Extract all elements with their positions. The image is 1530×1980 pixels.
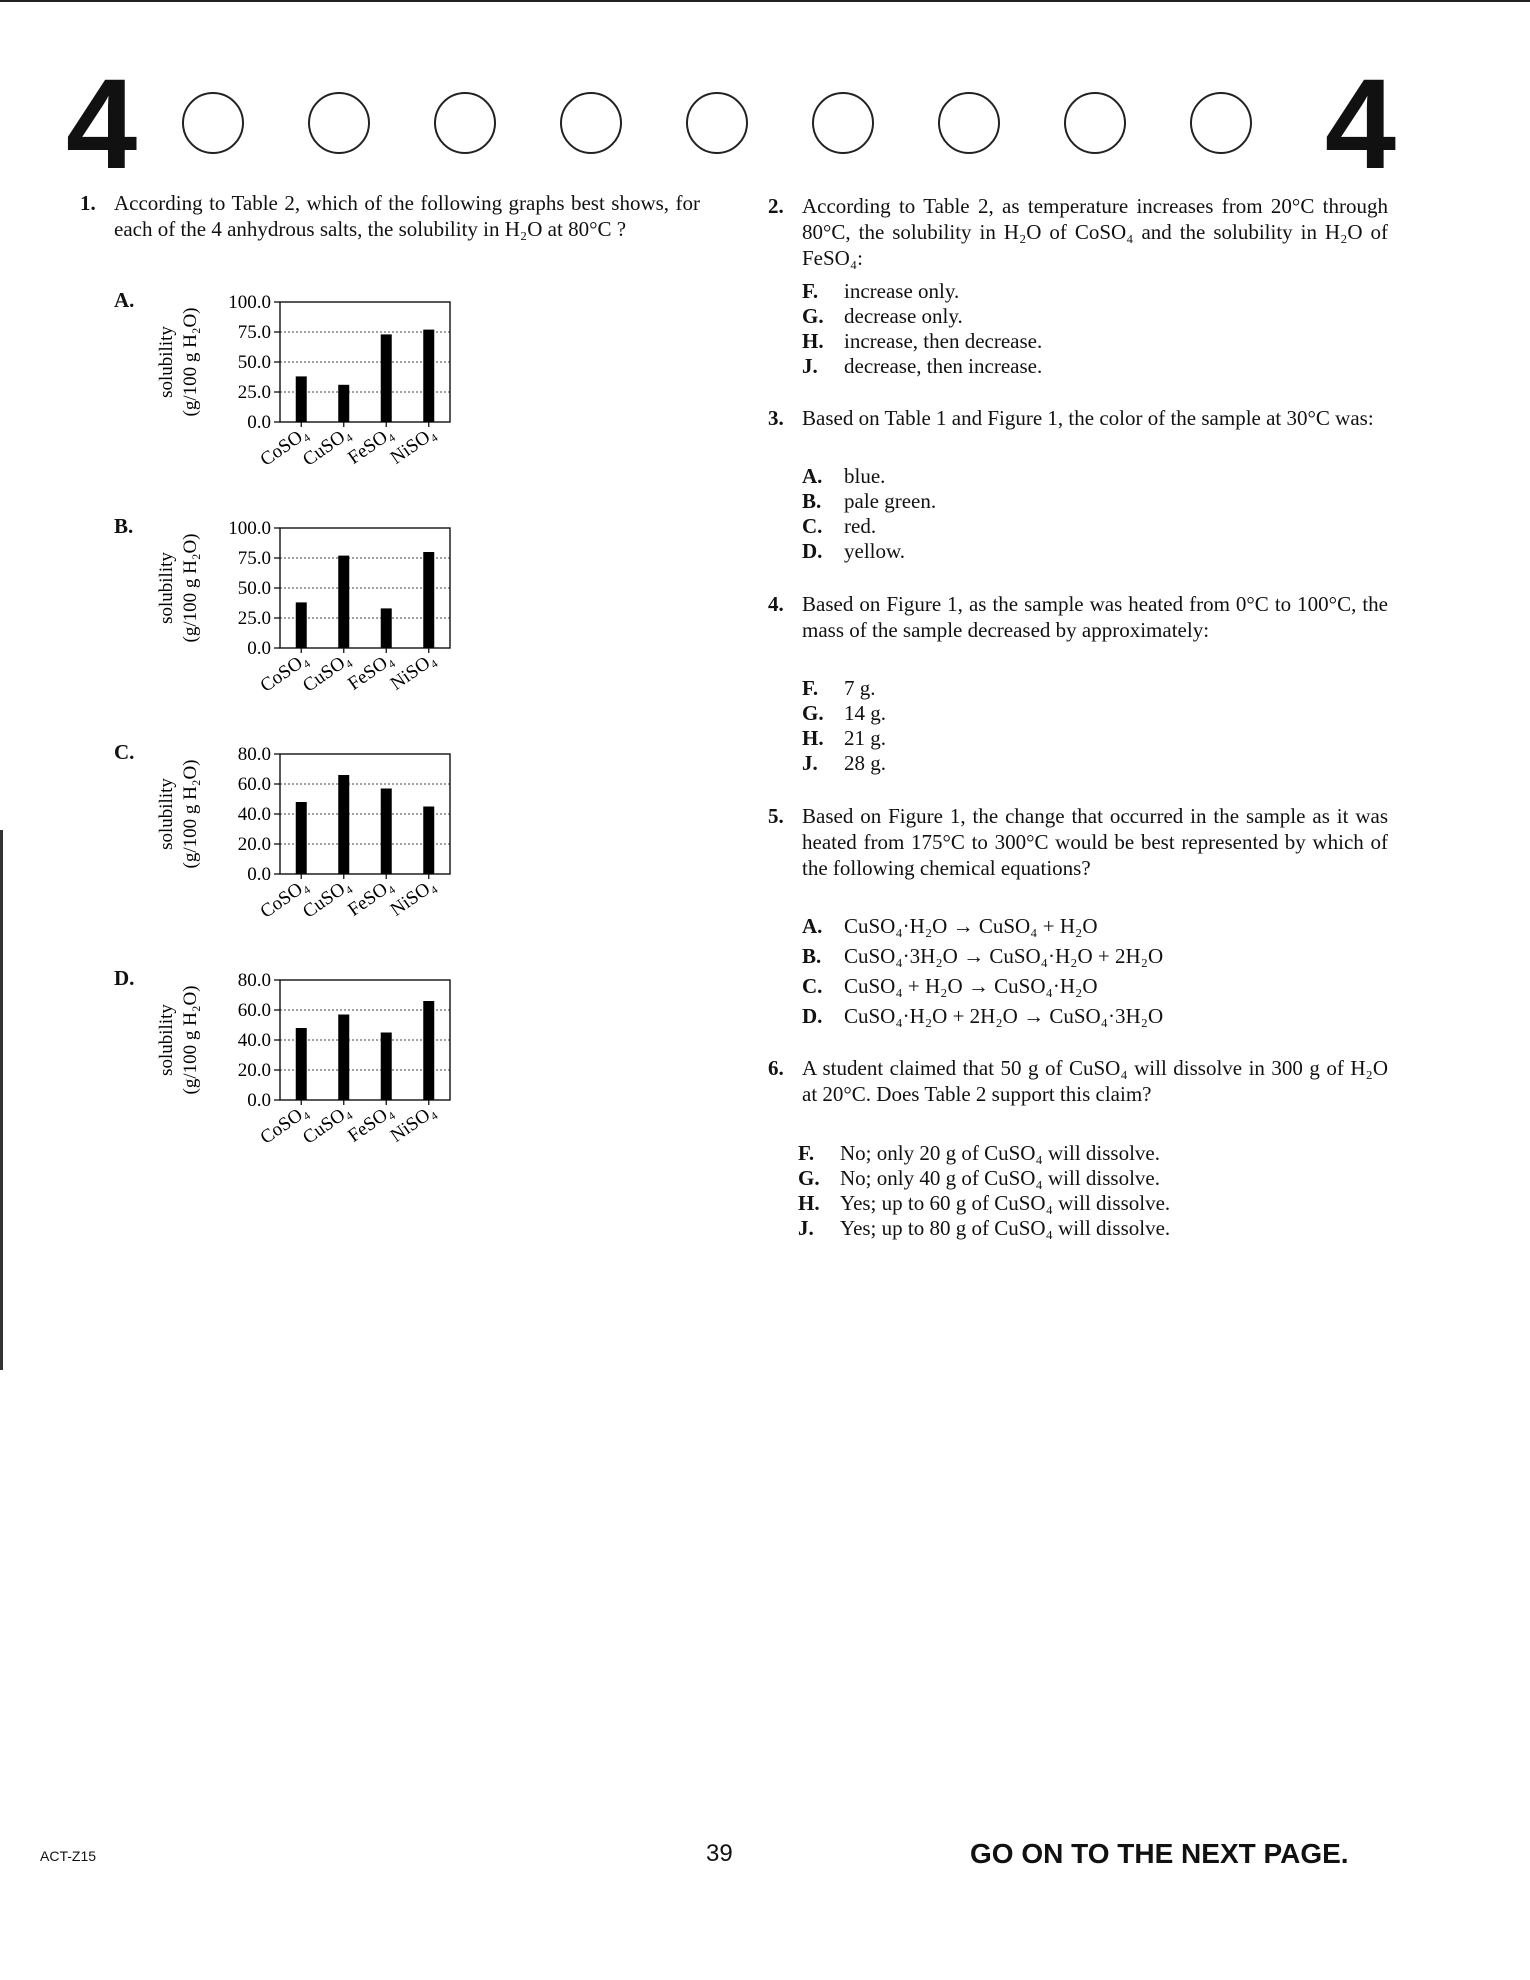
x-category-label: CoSO₄ xyxy=(256,648,313,697)
bar-cuso xyxy=(338,775,349,874)
option-text: blue. xyxy=(844,464,886,488)
x-category-label: NiSO₄ xyxy=(386,422,440,469)
question-number: 2. xyxy=(768,194,784,218)
bar-niso xyxy=(423,552,434,648)
y-tick-label: 50.0 xyxy=(237,352,271,373)
option-letter: H. xyxy=(802,329,824,353)
option-text: increase only. xyxy=(844,279,960,303)
option-text: yellow. xyxy=(844,539,906,563)
y-axis-label xyxy=(156,534,201,643)
option-text: pale green. xyxy=(844,489,937,513)
option-letter: B. xyxy=(802,489,822,513)
y-tick-label: 0.0 xyxy=(247,1090,271,1111)
bar-coso xyxy=(296,602,307,648)
y-axis-label-line: solubility xyxy=(156,1004,177,1076)
y-tick-label: 80.0 xyxy=(237,744,271,765)
option-text: 21 g. xyxy=(844,726,886,750)
option-letter: G. xyxy=(802,304,824,328)
question-number: 3. xyxy=(768,406,784,430)
option-letter: D. xyxy=(802,1004,823,1028)
question-stem: Based on Table 1 and Figure 1, the color of the sample at 30°C was: xyxy=(802,406,1374,430)
bar-cuso xyxy=(338,385,349,422)
option-text: CuSO₄·3H₂O → CuSO₄·H₂O + 2H₂O xyxy=(844,944,1164,968)
question-stem: A student claimed that 50 g of CuSO₄ will dissolve in 300 g of H₂O at 20°C. Does Table 2 support this claim? xyxy=(802,1056,1388,1106)
y-tick-label: 0.0 xyxy=(247,412,271,433)
y-tick-label: 0.0 xyxy=(247,638,271,659)
left-margin-mark xyxy=(0,830,3,1370)
x-category-label: NiSO₄ xyxy=(386,874,440,921)
option-text: 14 g. xyxy=(844,701,886,725)
option-letter: F. xyxy=(802,279,819,303)
option-text: Yes; up to 60 g of CuSO₄ will dissolve. xyxy=(840,1191,1171,1215)
option-letter: H. xyxy=(802,726,824,750)
header-circle xyxy=(686,92,748,154)
option-text: increase, then decrease. xyxy=(844,329,1043,353)
y-axis-label xyxy=(156,760,201,869)
y-axis-label-line: solubility xyxy=(156,326,177,398)
y-axis-label-line: solubility xyxy=(156,778,177,850)
section-number-left: 4 xyxy=(66,53,138,196)
x-category-label: CuSO₄ xyxy=(299,1100,355,1149)
y-axis-label-line: (g/100 g H₂O) xyxy=(180,533,201,643)
section-number-right: 4 xyxy=(1324,53,1396,196)
option-letter: C. xyxy=(802,974,823,998)
form-code: ACT-Z15 xyxy=(40,1848,97,1864)
section-header xyxy=(66,53,1396,196)
y-tick-label: 40.0 xyxy=(237,1030,271,1051)
option-text: CuSO₄·H₂O + 2H₂O → CuSO₄·3H₂O xyxy=(844,1004,1164,1028)
page-number: 39 xyxy=(706,1840,733,1867)
header-circle xyxy=(1190,92,1252,154)
y-tick-label: 75.0 xyxy=(237,548,271,569)
x-category-label: CuSO₄ xyxy=(299,648,355,697)
option-letter: G. xyxy=(798,1166,820,1190)
header-circle xyxy=(182,92,244,154)
option-text: red. xyxy=(844,514,877,538)
question-stem: Based on Figure 1, as the sample was heated from 0°C to 100°C, the mass of the sample decreased by approximately: xyxy=(802,592,1388,642)
option-letter: F. xyxy=(798,1141,815,1165)
y-axis-label-line: (g/100 g H₂O) xyxy=(180,985,201,1095)
option-text: CuSO₄·H₂O → CuSO₄ + H₂O xyxy=(844,914,1098,938)
bar-cuso xyxy=(338,556,349,648)
header-circle xyxy=(938,92,1000,154)
y-tick-label: 75.0 xyxy=(237,322,271,343)
y-tick-label: 50.0 xyxy=(237,578,271,599)
y-tick-label: 60.0 xyxy=(237,774,271,795)
question-number: 5. xyxy=(768,804,784,828)
header-circle xyxy=(812,92,874,154)
y-axis-label xyxy=(156,986,201,1095)
bar-niso xyxy=(423,330,434,422)
x-category-label: NiSO₄ xyxy=(386,1100,440,1147)
option-letter: G. xyxy=(802,701,824,725)
option-text: 7 g. xyxy=(844,676,876,700)
chart-option-letter: A. xyxy=(114,288,135,312)
bar-feso xyxy=(381,608,392,648)
y-tick-label: 0.0 xyxy=(247,864,271,885)
option-text: decrease, then increase. xyxy=(844,354,1043,378)
option-letter: J. xyxy=(798,1216,814,1240)
option-text: decrease only. xyxy=(844,304,963,328)
chart-option-letter: D. xyxy=(114,966,135,990)
y-tick-label: 40.0 xyxy=(237,804,271,825)
option-letter: A. xyxy=(802,914,823,938)
y-axis-label xyxy=(156,308,201,417)
x-category-label: CuSO₄ xyxy=(299,874,355,923)
option-text: Yes; up to 80 g of CuSO₄ will dissolve. xyxy=(840,1216,1171,1240)
option-letter: B. xyxy=(802,944,822,968)
x-category-label: CoSO₄ xyxy=(256,422,313,471)
bar-coso xyxy=(296,802,307,874)
option-text: No; only 40 g of CuSO₄ will dissolve. xyxy=(840,1166,1161,1190)
option-letter: C. xyxy=(802,514,823,538)
option-letter: H. xyxy=(798,1191,820,1215)
option-text: 28 g. xyxy=(844,751,886,775)
y-tick-label: 100.0 xyxy=(228,518,271,539)
chart-option-letter: C. xyxy=(114,740,135,764)
header-circle xyxy=(308,92,370,154)
y-tick-label: 60.0 xyxy=(237,1000,271,1021)
question-stem: According to Table 2, as temperature increases from 20°C through 80°C, the solubility in H₂O of CoSO₄ and the solubility in H₂O of FeSO₄: xyxy=(802,194,1388,270)
bar-cuso xyxy=(338,1015,349,1101)
bar-feso xyxy=(381,334,392,422)
y-axis-label-line: (g/100 g H₂O) xyxy=(180,759,201,869)
option-letter: J. xyxy=(802,354,818,378)
question-stem: Based on Figure 1, the change that occurred in the sample as it was heated from 175°C to 300°C would be best represented by which of the following chemical equations? xyxy=(802,804,1388,880)
bar-coso xyxy=(296,1028,307,1100)
option-letter: A. xyxy=(802,464,823,488)
x-category-label: FeSO₄ xyxy=(344,874,398,921)
y-axis-label-line: (g/100 g H₂O) xyxy=(180,307,201,417)
header-circle xyxy=(434,92,496,154)
y-tick-label: 100.0 xyxy=(228,292,271,313)
bar-niso xyxy=(423,1001,434,1100)
x-category-label: NiSO₄ xyxy=(386,648,440,695)
x-category-label: FeSO₄ xyxy=(344,422,398,469)
top-border-line xyxy=(0,0,1530,2)
y-tick-label: 20.0 xyxy=(237,1060,271,1081)
chart-option-letter: B. xyxy=(114,514,134,538)
option-text: No; only 20 g of CuSO₄ will dissolve. xyxy=(840,1141,1161,1165)
header-circle xyxy=(1064,92,1126,154)
bar-chart-a xyxy=(150,280,470,500)
question-stem: According to Table 2, which of the following graphs best shows, for each of the 4 anhydrous salts, the solubility in H₂O at 80°C ? xyxy=(114,191,700,241)
y-tick-label: 25.0 xyxy=(237,382,271,403)
bar-niso xyxy=(423,807,434,875)
option-letter: F. xyxy=(802,676,819,700)
x-category-label: CoSO₄ xyxy=(256,874,313,923)
bar-chart-b xyxy=(150,506,470,726)
bar-chart-d xyxy=(150,958,470,1178)
option-letter: J. xyxy=(802,751,818,775)
x-category-label: FeSO₄ xyxy=(344,1100,398,1147)
bar-coso xyxy=(296,376,307,422)
question-number: 1. xyxy=(80,191,96,215)
y-axis-label-line: solubility xyxy=(156,552,177,624)
next-page-notice: GO ON TO THE NEXT PAGE. xyxy=(970,1838,1349,1869)
question-number: 4. xyxy=(768,592,784,616)
y-tick-label: 20.0 xyxy=(237,834,271,855)
bar-feso xyxy=(381,789,392,875)
option-letter: D. xyxy=(802,539,823,563)
y-tick-label: 25.0 xyxy=(237,608,271,629)
bar-feso xyxy=(381,1033,392,1101)
y-tick-label: 80.0 xyxy=(237,970,271,991)
header-circle xyxy=(560,92,622,154)
question-number: 6. xyxy=(768,1056,784,1080)
x-category-label: CoSO₄ xyxy=(256,1100,313,1149)
x-category-label: FeSO₄ xyxy=(344,648,398,695)
option-text: CuSO₄ + H₂O → CuSO₄·H₂O xyxy=(844,974,1098,998)
bar-chart-c xyxy=(150,732,470,952)
x-category-label: CuSO₄ xyxy=(299,422,355,471)
